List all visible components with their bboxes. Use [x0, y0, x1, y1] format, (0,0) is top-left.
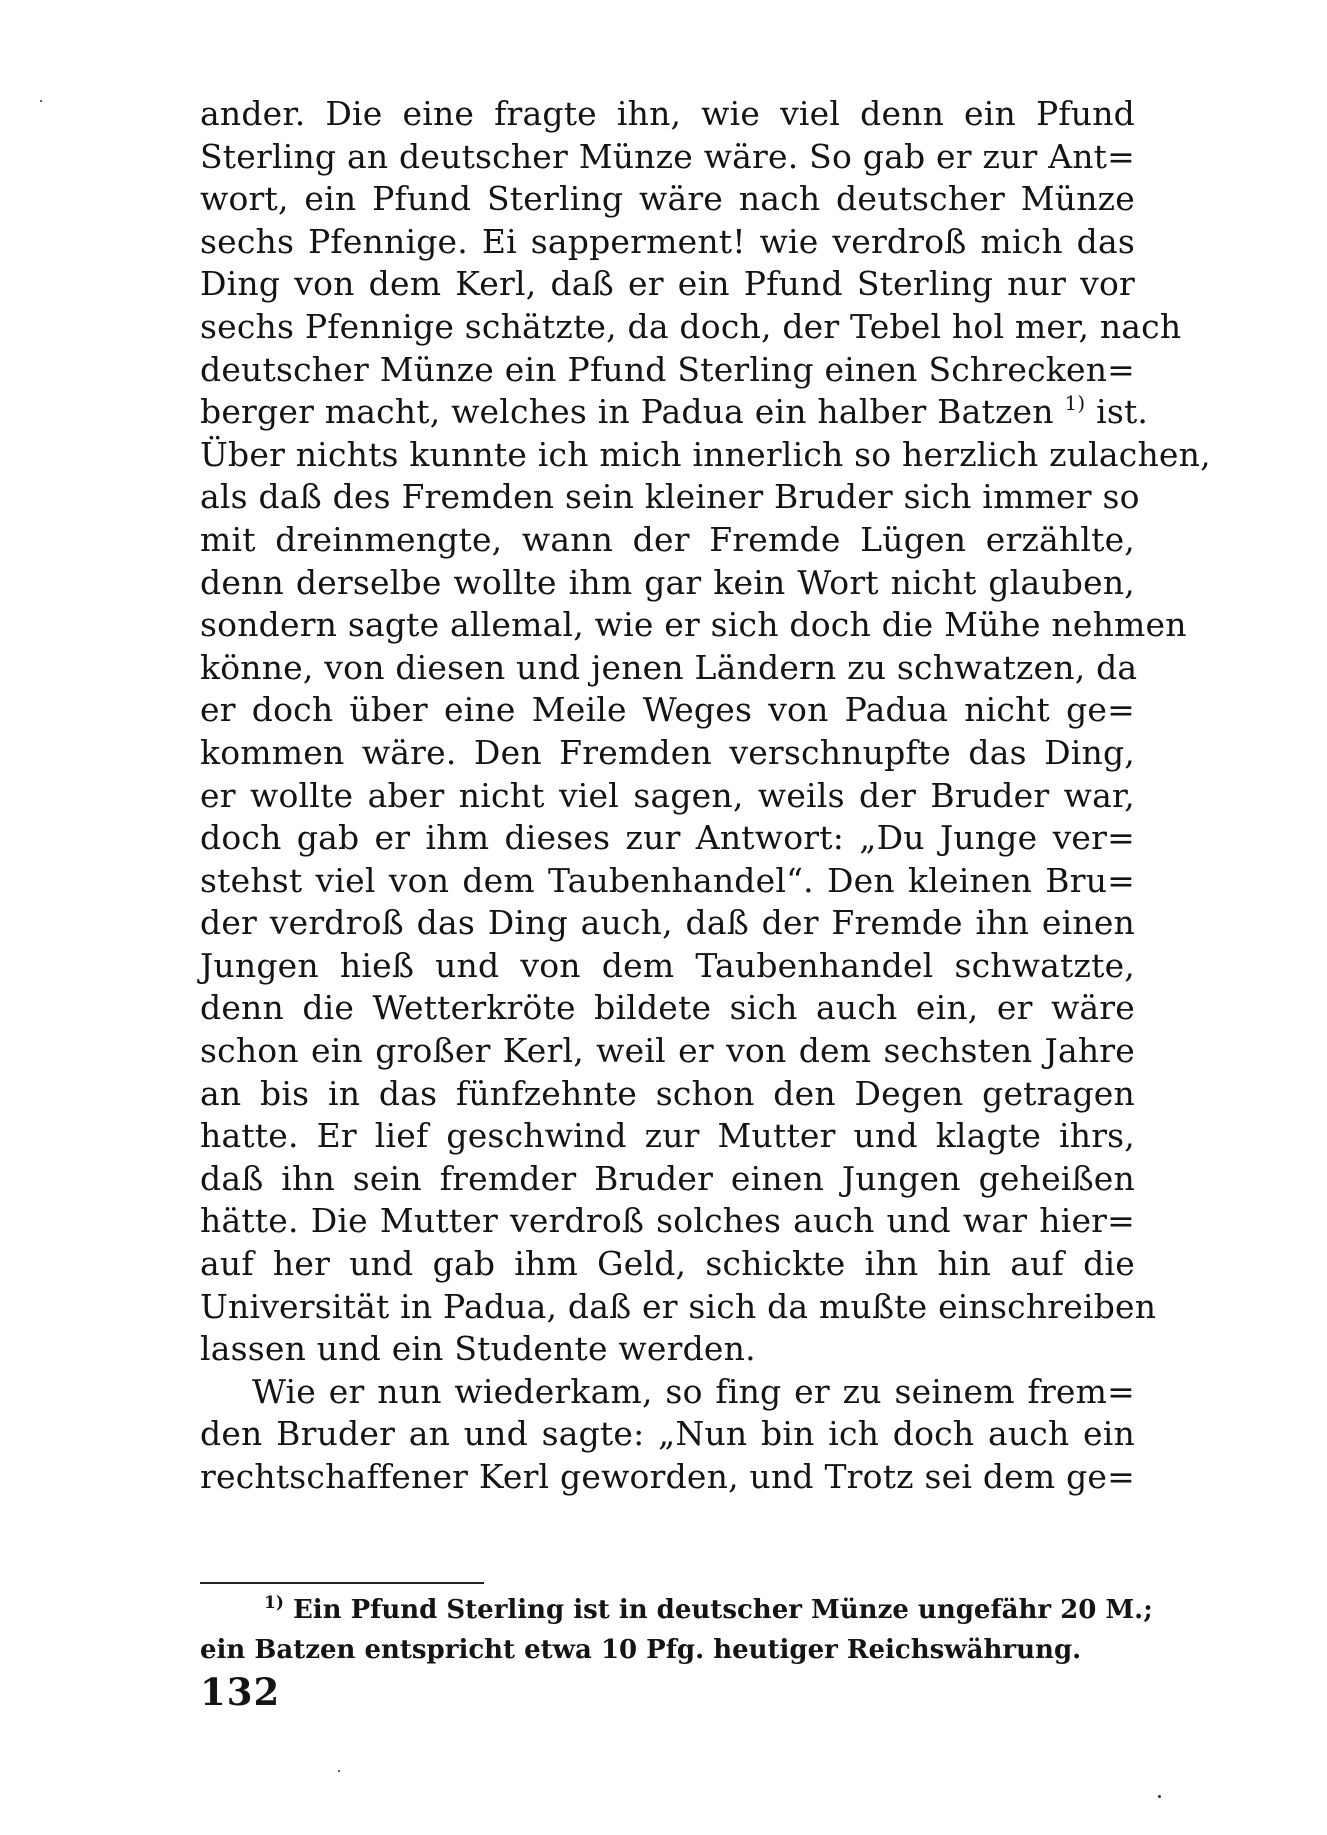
main-text-block — [200, 93, 1211, 1499]
text-line: deutscher Münze ein Pfund Sterling einen Schrecken= — [200, 349, 1135, 389]
text-line: an bis in das fünfzehnte schon den Degen getragen — [200, 1073, 1135, 1113]
footnote-line: ein Batzen entspricht etwa 10 Pfg. heutiger Reichswährung. — [200, 1635, 1082, 1665]
paragraph-end-line: lassen und ein Studente werden. — [200, 1329, 756, 1369]
text-line: er wollte aber nicht viel sagen, weils der Bruder war, — [200, 775, 1135, 815]
paper-speck — [40, 100, 42, 102]
text-line: denn derselbe wollte ihm gar kein Wort nicht glauben, — [200, 562, 1135, 602]
text-line: Jungen hieß und von dem Taubenhandel schwatzte, — [200, 945, 1135, 985]
paragraph-start-line: Wie er nun wiederkam, so fing er zu seinem frem= — [252, 1371, 1135, 1411]
text-line: hätte. Die Mutter verdroß solches auch und war hier= — [200, 1201, 1135, 1241]
text-line: Sterling an deutscher Münze wäre. So gab er zur Ant= — [200, 136, 1135, 176]
text-line: rechtschaffener Kerl geworden, und Trotz sei dem ge= — [200, 1457, 1135, 1496]
text-line: denn die Wetterkröte bildete sich auch ein, er wäre — [200, 988, 1135, 1028]
text-line: Universität in Padua, daß er sich da mußte einschreiben — [200, 1286, 1157, 1326]
text-line: den Bruder an und sagte: „Nun bin ich doch auch ein — [200, 1414, 1135, 1454]
text-line-segment: berger macht, welches in Padua ein halber Batzen — [200, 392, 1054, 432]
footnote-reference: 1) — [1064, 391, 1086, 416]
footnote-line — [200, 1590, 1153, 1630]
paper-speck — [338, 1770, 340, 1772]
text-line-segment: ist. — [1096, 392, 1149, 432]
text-line: ander. Die eine fragte ihn, wie viel denn ein Pfund — [200, 94, 1135, 133]
text-line: er doch über eine Meile Weges von Padua nicht ge= — [200, 690, 1135, 730]
page-number: 132 — [200, 1670, 281, 1714]
text-line: stehst viel von dem Taubenhandel“. Den kleinen Bru= — [200, 860, 1135, 900]
text-line: als daß des Fremden sein kleiner Bruder sich immer so — [200, 477, 1140, 517]
text-line: mit dreinmengte, wann der Fremde Lügen erzählte, — [200, 519, 1135, 559]
text-line: schon ein großer Kerl, weil er von dem sechsten Jahre — [200, 1031, 1135, 1071]
text-line: sechs Pfennige schätzte, da doch, der Tebel hol mer, nach — [200, 306, 1182, 346]
footnote-marker: 1) — [264, 1593, 284, 1613]
paper-speck — [1158, 1795, 1161, 1798]
text-line: sechs Pfennige. Ei sapperment! wie verdroß mich das — [200, 221, 1135, 261]
footnote-block — [200, 1590, 1153, 1670]
text-line: könne, von diesen und jenen Ländern zu schwatzen, da — [200, 647, 1138, 687]
text-line: sondern sagte allemal, wie er sich doch die Mühe nehmen — [200, 605, 1187, 645]
text-line: auf her und gab ihm Geld, schickte ihn hin auf die — [200, 1244, 1135, 1284]
text-line: wort, ein Pfund Sterling wäre nach deutscher Münze — [200, 179, 1135, 219]
text-line: daß ihn sein fremder Bruder einen Jungen geheißen — [200, 1158, 1135, 1198]
text-line-with-footnote-ref — [200, 391, 1149, 434]
text-line: Ding von dem Kerl, daß er ein Pfund Sterling nur vor — [200, 264, 1135, 304]
text-line: der verdroß das Ding auch, daß der Fremde ihn einen — [200, 903, 1135, 943]
footnote-divider — [200, 1582, 484, 1584]
text-line: doch gab er ihm dieses zur Antwort: „Du Junge ver= — [200, 818, 1135, 858]
footnote-text: Ein Pfund Sterling ist in deutscher Münze ungefähr 20 M.; — [292, 1595, 1153, 1625]
text-line: hatte. Er lief geschwind zur Mutter und klagte ihrs, — [200, 1116, 1135, 1156]
text-line: kommen wäre. Den Fremden verschnupfte das Ding, — [200, 732, 1135, 772]
text-line: Über nichts kunnte ich mich innerlich so herzlich zulachen, — [200, 434, 1211, 474]
